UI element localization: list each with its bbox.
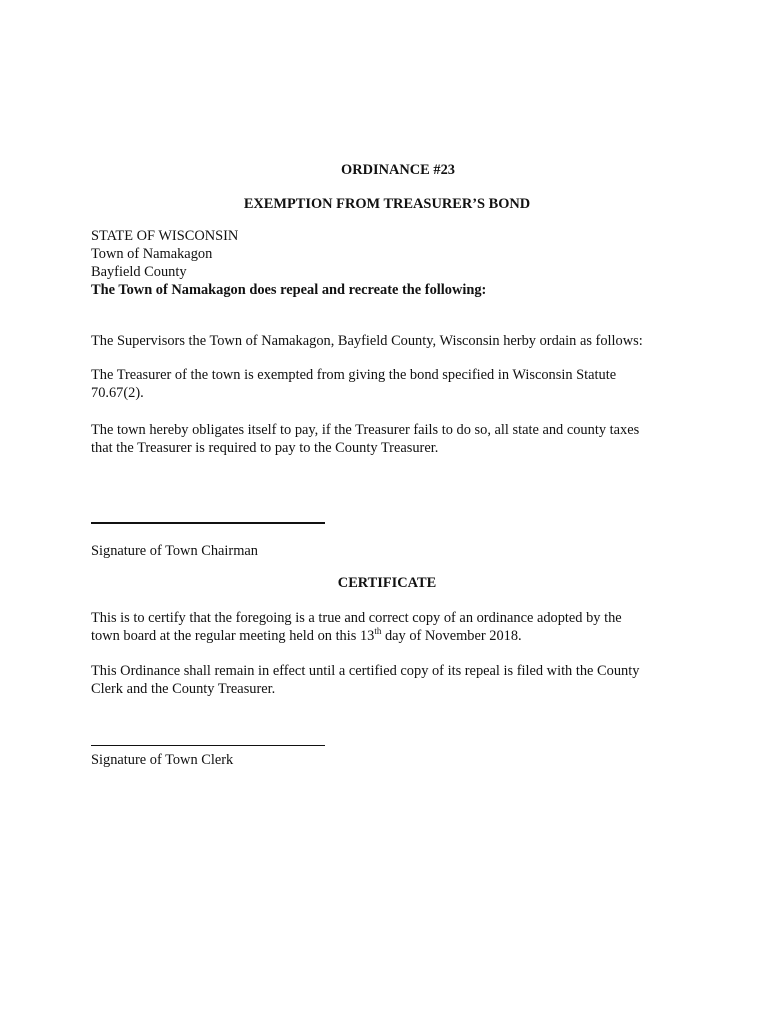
clerk-signature-line [91,745,325,746]
effect-paragraph [91,662,691,698]
certify-line-2 [91,627,691,645]
certify-line-1: This is to certify that the foregoing is a true and correct copy of an ordinance adopted by the [91,610,622,626]
county-line: Bayfield County [91,264,187,280]
certificate-heading: CERTIFICATE [337,575,437,591]
ordinance-subtitle: EXEMPTION FROM TREASURER’S BOND [243,196,531,212]
state-line: STATE OF WISCONSIN [91,228,239,244]
certify-line-2-start: town board at the regular meeting held on this 13 [91,628,375,644]
certify-line-2-end: day of November 2018. [381,628,522,644]
ordain-text: The Supervisors the Town of Namakagon, Bayfield County, Wisconsin herby ordain as follows: [91,333,643,349]
ordinance-title: ORDINANCE #23 [341,162,455,178]
chairman-signature-label: Signature of Town Chairman [91,543,258,559]
clerk-signature-label: Signature of Town Clerk [91,752,234,768]
chairman-signature-line [91,522,325,524]
jurisdiction-header [91,227,691,299]
town-line: Town of Namakagon [91,246,213,262]
exemption-line-1: The Treasurer of the town is exempted from giving the bond specified in Wisconsin Statute [91,367,617,383]
ordain-paragraph [91,332,691,350]
ordinal-suffix: th [374,626,382,637]
exemption-line-2: 70.67(2). [91,385,144,401]
effect-line-1: This Ordinance shall remain in effect until a certified copy of its repeal is filed with the County [91,663,640,679]
obligation-line-2: that the Treasurer is required to pay to the County Treasurer. [91,440,439,456]
exemption-paragraph [91,366,691,402]
certify-paragraph [91,609,691,645]
obligation-line-1: The town hereby obligates itself to pay, if the Treasurer fails to do so, all state and county taxes [91,422,640,438]
effect-line-2: Clerk and the County Treasurer. [91,681,276,697]
obligation-paragraph [91,421,691,457]
repeal-statement: The Town of Namakagon does repeal and recreate the following: [91,282,487,298]
